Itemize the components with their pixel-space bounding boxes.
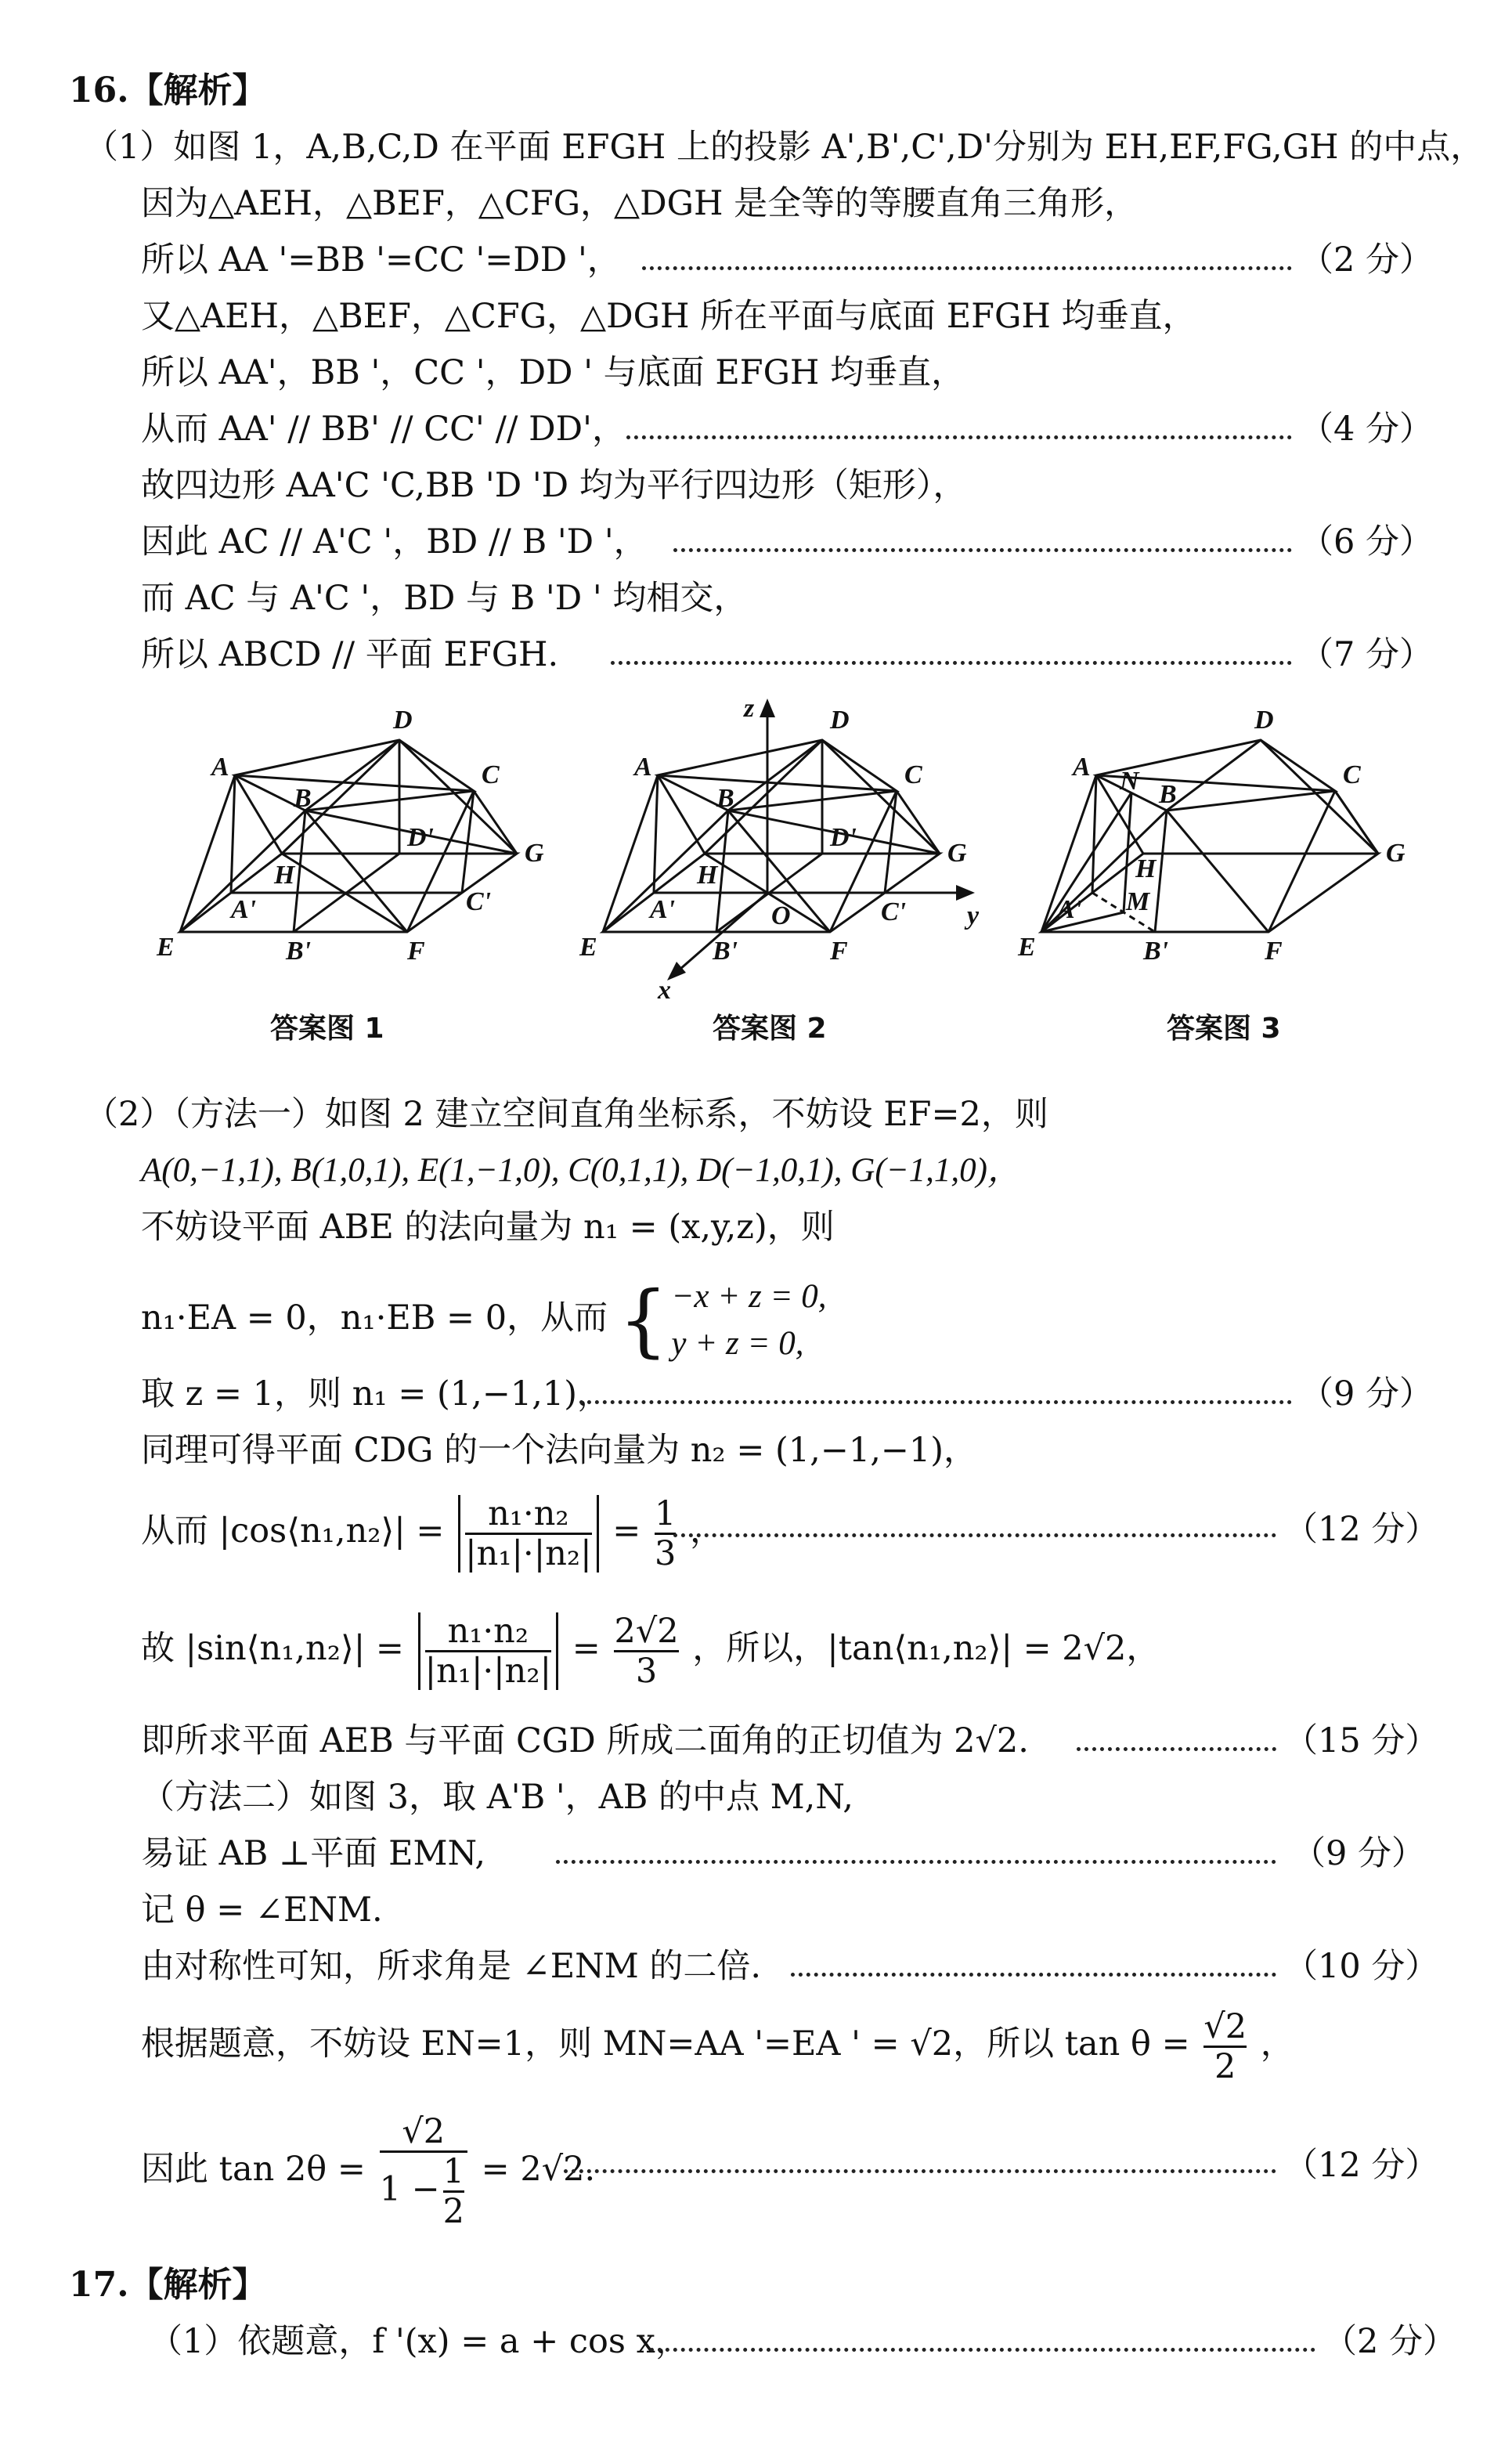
part2-line5: 取 z = 1，则 n₁ = (1,−1,1)， [141, 1374, 612, 1414]
tan-2theta-num: √2 [402, 2112, 446, 2151]
label-C: C [1343, 760, 1361, 789]
sin-denominator: |n₁|·|n₂| [424, 1651, 552, 1691]
tan-2theta-text: 因此 tan 2θ = [141, 2150, 366, 2189]
part1-line10: 所以 ABCD // 平面 EFGH. [141, 635, 559, 674]
score-10: （10 分） [1284, 1947, 1439, 1986]
part1-line5: 所以 AA'，BB '，CC '，DD ' 与底面 EFGH 均垂直， [141, 353, 965, 392]
part2-line3: 不妨设平面 ABE 的法向量为 n₁ = (x,y,z)，则 [141, 1208, 835, 1247]
leader-dots [626, 435, 1292, 439]
label-G: G [525, 839, 544, 868]
score-7: （7 分） [1300, 635, 1434, 674]
leader-dots [673, 1533, 1276, 1537]
method2-line6 [141, 2107, 595, 2232]
method2-line5 [141, 2001, 1294, 2087]
part2-coordinates: A(0,−1,1), B(1,0,1), E(1,−1,0), C(0,1,1), D(−1,0,1), G(−1,1,0)， [141, 1152, 1021, 1189]
equals-sign: = [612, 1511, 641, 1551]
answer-figure-1 [149, 697, 572, 979]
label-C: C [904, 760, 922, 789]
method2-line2: 易证 AB ⊥平面 EMN, [141, 1834, 486, 1873]
score-15: （15 分） [1284, 1721, 1439, 1760]
label-H: H [697, 861, 718, 890]
label-D: D [830, 706, 850, 735]
part2-line1: （2）（方法一）如图 2 建立空间直角坐标系，不妨设 EF=2，则 [85, 1095, 1048, 1134]
label-D: D [1254, 706, 1274, 735]
label-B1: B' [1143, 937, 1169, 966]
dot-product-text: n₁·EA = 0，n₁·EB = 0，从而 [141, 1298, 608, 1338]
leader-dots [556, 1860, 1276, 1864]
part2-sin-line [141, 1605, 1160, 1692]
leader-dots [673, 548, 1292, 552]
cos-denominator: |n₁|·|n₂| [465, 1533, 592, 1573]
den-prefix: 1 − [379, 2169, 440, 2209]
half-den: 2 [442, 2192, 464, 2231]
label-B: B [716, 784, 734, 813]
figure-1-caption: 答案图 1 [270, 1013, 384, 1045]
leader-dots [791, 1973, 1276, 1977]
equation-2: y + z = 0, [671, 1325, 804, 1362]
score-2: （2 分） [1300, 240, 1434, 280]
sin-numerator: n₁·n₂ [447, 1611, 529, 1651]
cos-fraction [458, 1495, 598, 1573]
label-A1: A' [1057, 895, 1083, 924]
score-6: （6 分） [1300, 522, 1434, 562]
label-F: F [830, 937, 848, 966]
equation-1: −x + z = 0, [671, 1278, 827, 1315]
label-E: E [579, 933, 597, 962]
score-4: （4 分） [1300, 410, 1434, 449]
label-N: N [1120, 767, 1139, 796]
part2-normal-equations [141, 1267, 827, 1369]
label-A1: A' [231, 895, 257, 924]
label-M: M [1126, 887, 1150, 916]
label-E: E [1018, 933, 1036, 962]
leader-dots [564, 2169, 1276, 2173]
sin-fraction [418, 1612, 558, 1690]
label-y: y [967, 901, 980, 930]
tan-theta-num: √2 [1203, 2006, 1247, 2046]
score-2-q17: （2 分） [1323, 2322, 1457, 2361]
half-num: 1 [442, 2152, 464, 2191]
label-F: F [407, 937, 425, 966]
sin-value [614, 1612, 678, 1690]
figure-3-caption: 答案图 3 [1167, 1013, 1281, 1045]
answer-figure-3 [1010, 697, 1433, 979]
part1-line7: 故四边形 AA'C 'C,BB 'D 'D 均为平行四边形（矩形）， [141, 466, 967, 505]
leader-dots [611, 661, 1292, 665]
label-G: G [947, 839, 967, 868]
label-A1: A' [650, 895, 676, 924]
label-D1: D' [830, 823, 857, 852]
score-9b: （9 分） [1292, 1834, 1426, 1873]
label-E: E [157, 933, 175, 962]
tan-2theta-result: = 2√2. [481, 2150, 596, 2189]
label-B: B [294, 784, 312, 813]
question-16-title: 16.【解析】 [69, 70, 267, 110]
leader-dots [650, 2348, 1315, 2352]
label-D1: D' [407, 823, 434, 852]
part1-line9: 而 AC 与 A'C '，BD 与 B 'D ' 均相交， [141, 579, 748, 618]
leader-dots [1077, 1747, 1276, 1751]
figure-2-caption: 答案图 2 [713, 1013, 827, 1045]
score-12: （12 分） [1284, 1510, 1439, 1549]
label-B1: B' [286, 937, 312, 966]
half-fraction [443, 2153, 464, 2230]
tan-theta-den: 2 [1203, 2046, 1247, 2085]
score-9: （9 分） [1300, 1374, 1434, 1414]
part1-line4: 又△AEH，△BEF，△CFG，△DGH 所在平面与底面 EFGH 均垂直， [141, 297, 1196, 336]
label-C1: C' [881, 897, 907, 926]
question-17-title: 17.【解析】 [69, 2265, 267, 2305]
part2-line6: 同理可得平面 CDG 的一个法向量为 n₂ = (1,−1,−1)， [141, 1431, 978, 1470]
label-D: D [393, 706, 413, 735]
leader-dots [579, 1400, 1292, 1404]
cos-numerator: n₁·n₂ [488, 1493, 569, 1533]
comma: ， [1260, 2024, 1294, 2064]
equals-sign: = [572, 1629, 601, 1668]
method2-line3: 记 θ = ∠ENM. [141, 1890, 383, 1930]
part1-line8: 因此 AC // A'C '，BD // B 'D '， [141, 522, 648, 562]
tan-theta-text: 根据题意，不妨设 EN=1，则 MN=AA '=EA ' = √2，所以 tan θ = [141, 2024, 1190, 2064]
cos-value-den: 3 [655, 1533, 677, 1573]
tan-result: ，所以，|tan⟨n₁,n₂⟩| = 2√2， [692, 1629, 1160, 1668]
label-O: O [771, 901, 791, 930]
label-H: H [274, 861, 295, 890]
left-brace: { [618, 1274, 669, 1366]
sin-value-den: 3 [614, 1650, 678, 1690]
tan-theta-fraction [1203, 2008, 1247, 2085]
tan-2theta-fraction [380, 2113, 467, 2230]
method2-line4: 由对称性可知，所求角是 ∠ENM 的二倍. [141, 1947, 762, 1986]
tan-2theta-den [380, 2150, 467, 2230]
method2-line1: （方法二）如图 3，取 A'B '，AB 的中点 M,N, [141, 1778, 853, 1817]
part2-cos-line [141, 1488, 724, 1574]
cos-value-num: 1 [655, 1493, 677, 1533]
label-x: x [658, 976, 671, 1002]
score-12b: （12 分） [1284, 2146, 1439, 2185]
label-C1: C' [466, 887, 492, 916]
sin-value-num: 2√2 [614, 1611, 679, 1651]
label-H: H [1135, 854, 1157, 883]
part1-line6: 从而 AA' // BB' // CC' // DD'， [141, 410, 626, 449]
label-B: B [1159, 780, 1177, 809]
part1-line1: （1）如图 1，A,B,C,D 在平面 EFGH 上的投影 A',B',C',D'分别为 EH,EF,FG,GH 的中点， [85, 128, 1485, 167]
q17-line1: （1）依题意，f '(x) = a + cos x， [149, 2322, 689, 2361]
equation-system [671, 1273, 826, 1367]
answer-figure-2 [572, 697, 994, 1002]
label-A: A [1073, 753, 1091, 782]
comma: ， [690, 1511, 724, 1551]
sin-expression: 故 |sin⟨n₁,n₂⟩| = [141, 1629, 404, 1668]
label-A: A [211, 753, 229, 782]
label-C: C [482, 760, 500, 789]
part2-line9: 即所求平面 AEB 与平面 CGD 所成二面角的正切值为 2√2. [141, 1721, 1029, 1760]
label-G: G [1386, 839, 1406, 868]
label-F: F [1265, 937, 1283, 966]
part1-line3: 所以 AA '=BB '=CC '=DD '， [141, 240, 621, 280]
label-A: A [634, 753, 652, 782]
part1-line2: 因为△AEH，△BEF，△CFG，△DGH 是全等的等腰直角三角形， [141, 184, 1139, 223]
cos-expression: 从而 |cos⟨n₁,n₂⟩| = [141, 1511, 445, 1551]
label-z: z [744, 697, 755, 723]
leader-dots [642, 266, 1292, 270]
label-B1: B' [713, 937, 738, 966]
